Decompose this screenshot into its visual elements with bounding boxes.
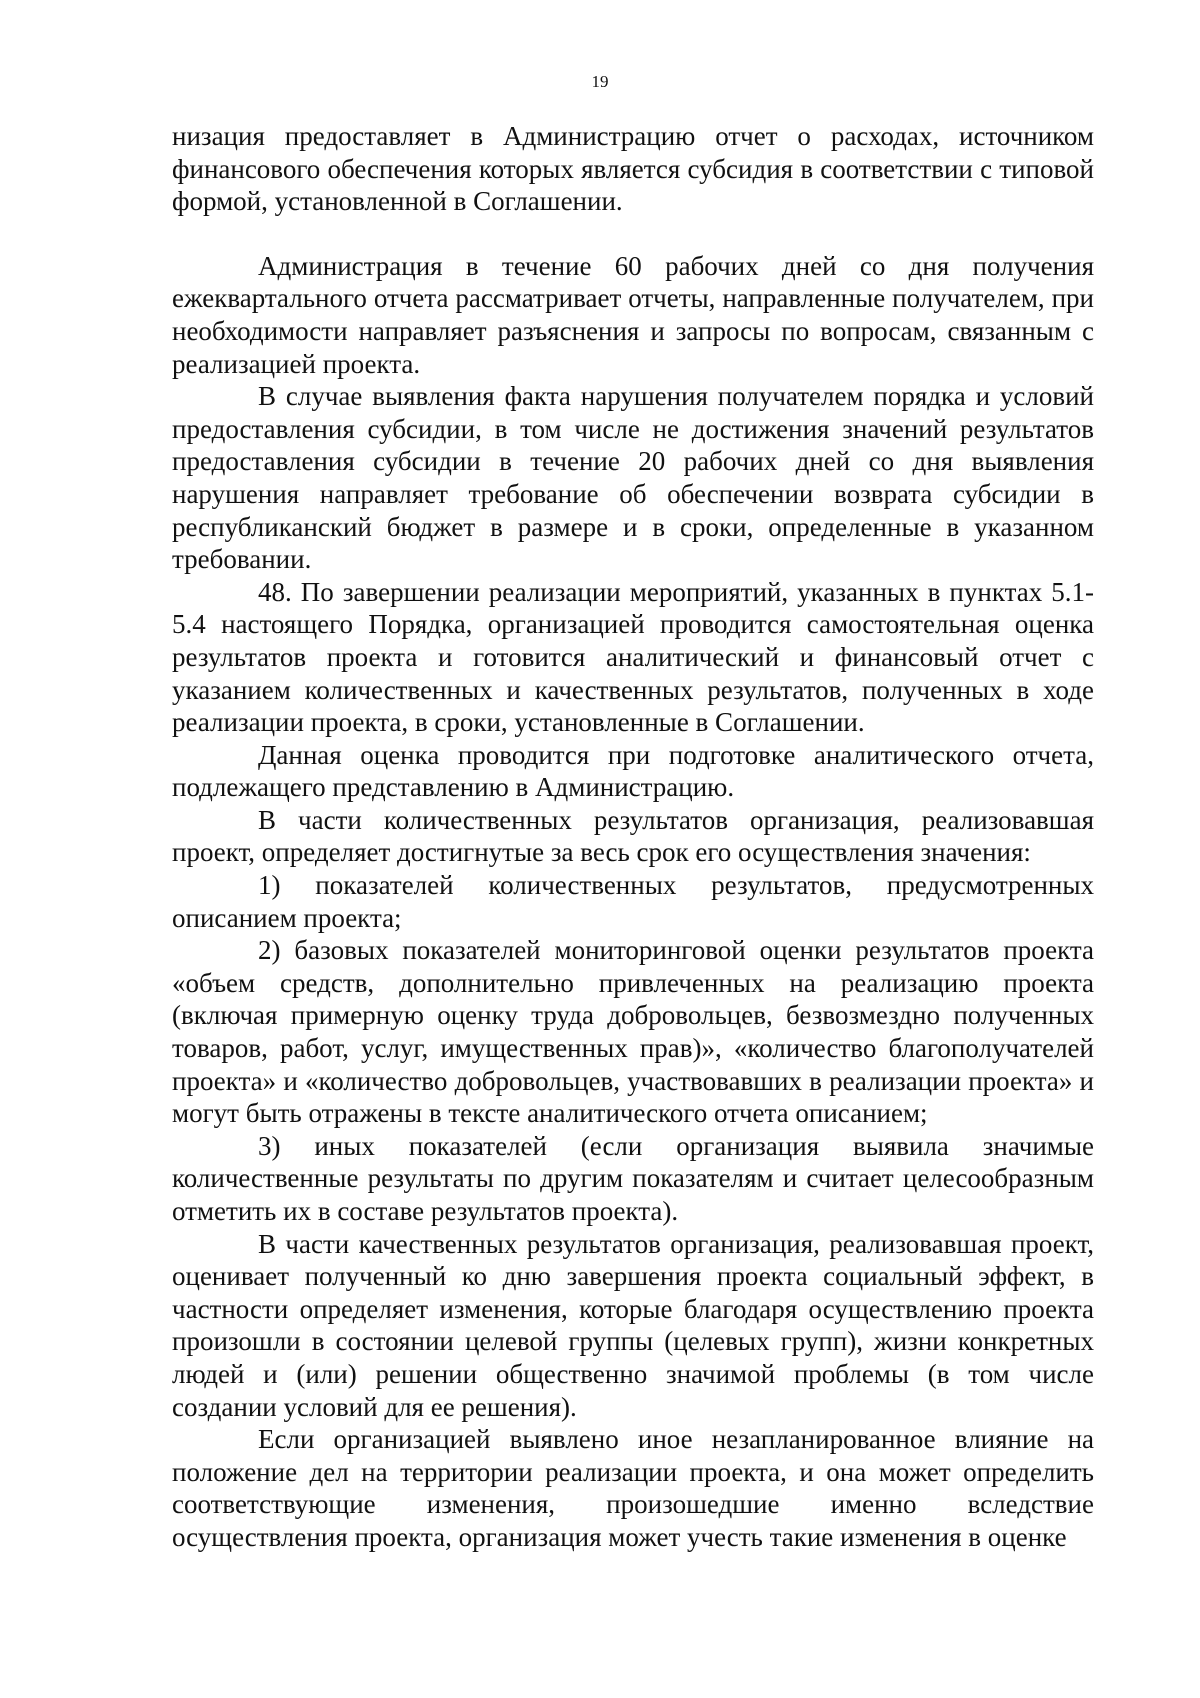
paragraph-report-continuation: низация предоставляет в Администрацию отчет о расходах, источником финансового обеспечения которых является субсидия в соответствии с типовой формой, установленной в Соглашении.: [172, 121, 1094, 217]
list-item-1: 1) показателей количественных результатов, предусмотренных описанием проекта;: [172, 870, 1094, 933]
list-item-3: 3) иных показателей (если организация выявила значимые количественные результаты по другим показателям и считает целесообразным отметить их в составе результатов проекта).: [172, 1130, 1094, 1226]
paragraph-item-48: 48. По завершении реализации мероприятий, указанных в пунктах 5.1-5.4 настоящего Порядка, организацией проводится самостоятельная оценка результатов проекта и готовится аналитический и финансовый отчет с указанием количественных и качественных результатов, полученных в ходе реализации проекта, в сроки, установленные в Соглашении.: [172, 576, 1094, 738]
paragraph-quantitative-results: В части количественных результатов организация, реализовавшая проект, определяет достигнутые за весь срок его осуществления значения:: [172, 804, 1094, 868]
paragraph-qualitative-results: В части качественных результатов организация, реализовавшая проект, оценивает полученный ко дню завершения проекта социальный эффект, в частности определяет изменения, которые благодаря осуществлению проекта произошли в состоянии целевой группы (целевых групп), жизни конкретных людей и (или) решении общественно значимой проблемы (в том числе создании условий для ее решения).: [172, 1228, 1094, 1422]
page-number: 19: [591, 72, 609, 91]
paragraph-unplanned-impact: Если организацией выявлено иное незапланированное влияние на положение дел на территории реализации проекта, и она может определить соответствующие изменения, произошедшие именно вследствие осуществления проекта, организация может учесть такие изменения в оценке: [172, 1424, 1094, 1552]
paragraph-assessment-note: Данная оценка проводится при подготовке аналитического отчета, подлежащего представлению в Администрацию.: [172, 739, 1094, 803]
list-item-2: 2) базовых показателей мониторинговой оценки результатов проекта «объем средств, дополнительно привлеченных на реализацию проекта (включая примерную оценку труда добровольцев, безвозмездно полученных товаров, работ, услуг, имущественных прав)», «количество благополучателей проекта» и «количество добровольцев, участвовавших в реализации проекта» и могут быть отражены в тексте аналитического отчета описанием;: [172, 935, 1094, 1129]
paragraph-administration-review: Администрация в течение 60 рабочих дней со дня получения ежеквартального отчета рассматривает отчеты, направленные получателем, при необходимости направляет разъяснения и запросы по вопросам, связанным с реализацией проекта.: [172, 250, 1094, 379]
paragraph-violation-case: В случае выявления факта нарушения получателем порядка и условий предоставления субсидии, в том числе не достижения значений результатов предоставления субсидии в течение 20 рабочих дней со дня выявления нарушения направляет требование об обеспечении возврата субсидии в республиканский бюджет в размере и в сроки, определенные в указанном требовании.: [172, 381, 1094, 575]
document-body: [172, 120, 1094, 1554]
